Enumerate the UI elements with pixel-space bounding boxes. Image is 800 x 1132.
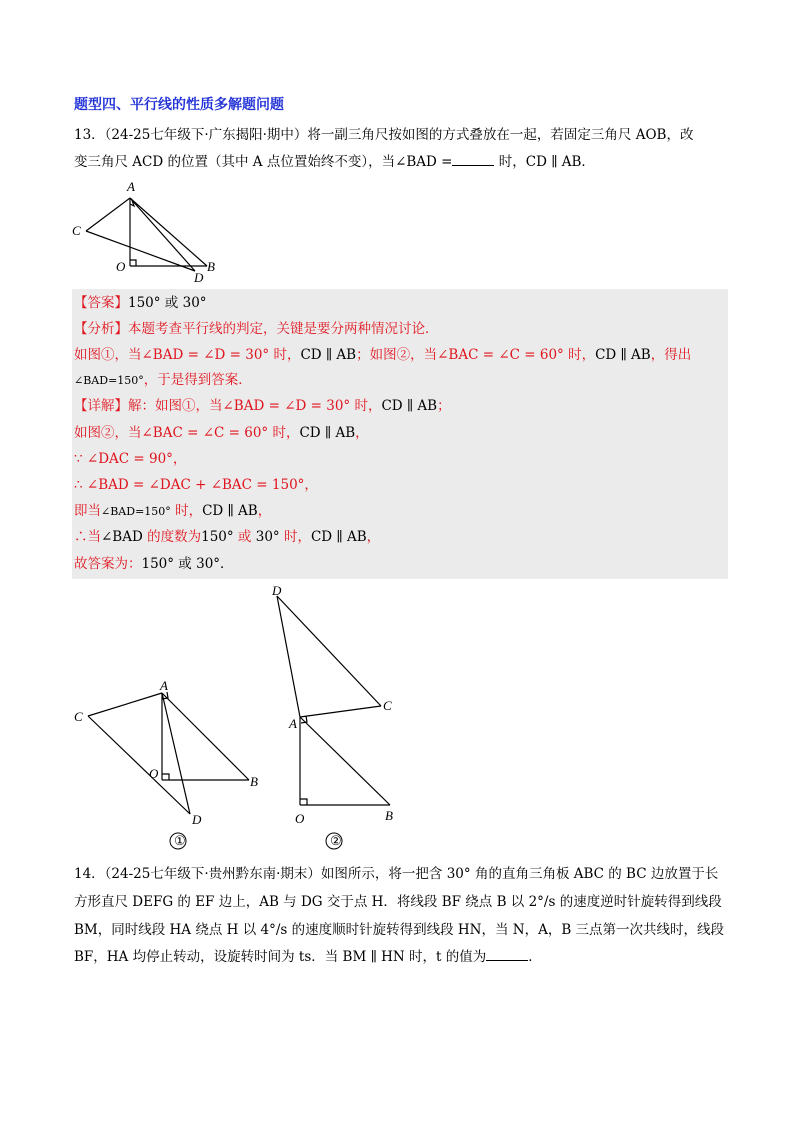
q14-line1: 14．（24-25七年级下·贵州黔东南·期末）如图所示，将一把含 30° 角的直角三角板 ABC 的 BC 边放置于长 [74, 866, 719, 882]
math-fragment: ∠BAD=150° [101, 505, 171, 518]
fig1-label-C: C [74, 709, 83, 724]
math-fragment: CD ∥ AB [202, 503, 258, 519]
math-fragment: 30° [255, 529, 280, 545]
detail-tag: 【详解】 [74, 398, 128, 414]
solution-figures [72, 580, 396, 856]
detail-line-6 [74, 527, 380, 547]
fig13-label-D: D [194, 270, 204, 285]
detail-line-1 [74, 396, 451, 416]
fig2-label-O: O [295, 811, 305, 826]
text-fragment: 如图②，当∠BAC = ∠C = 60° 时， [74, 425, 300, 441]
analysis-line [74, 319, 439, 339]
fig2-caption: ② [330, 833, 342, 848]
text-fragment: ∴当 [74, 529, 101, 545]
text-fragment: 即当 [74, 503, 101, 519]
section-title: 题型四、平行线的性质多解题问题 [74, 97, 284, 113]
text-fragment: 时， [279, 529, 311, 545]
fig2-label-C: C [383, 698, 392, 713]
text-fragment: ； [437, 398, 451, 414]
text-fragment: ，得出 [650, 347, 692, 363]
analysis-line-4 [74, 370, 252, 391]
q13-figure [70, 176, 230, 286]
q13-line2 [74, 152, 595, 172]
q13-line2-tail: 时，CD ∥ AB． [494, 154, 595, 170]
math-fragment: ∠BAD=150° [74, 374, 144, 387]
math-fragment: CD ∥ AB [300, 347, 357, 363]
q13-line2-text: 变三角尺 ACD 的位置（其中 A 点位置始终不变），当∠BAD = [74, 154, 453, 170]
answer-blank [486, 948, 528, 961]
fig13-label-O: O [116, 259, 126, 274]
fig1-label-D: D [192, 812, 202, 827]
analysis-tag: 【分析】 [74, 321, 128, 337]
fig2-label-D: D [272, 583, 282, 598]
fig13-label-A: A [127, 179, 135, 194]
detail-line-5 [74, 501, 271, 522]
text-fragment: 的度数为 [142, 529, 202, 545]
answer-blank [452, 153, 494, 166]
q14-line4 [74, 947, 542, 967]
math-fragment: CD ∥ AB [595, 347, 651, 363]
q14-line4-text: BF，HA 均停止转动，设旋转时间为 ts．当 BM ∥ HN 时，t 的值为 [74, 949, 487, 965]
q13-line1: 13．（24-25七年级下·广东揭阳·期中）将一副三角尺按如图的方式叠放在一起，若固定三角尺 AOB，改 [74, 127, 694, 143]
text-fragment: 故答案为： [74, 556, 142, 572]
fig13-label-B: B [207, 259, 215, 274]
fig1-label-B: B [250, 774, 258, 789]
text-fragment: ，于是得到答案． [143, 372, 252, 388]
math-fragment: 150° 或 30°． [141, 556, 234, 572]
analysis-text: 本题考查平行线的判定，关键是要分两种情况讨论． [128, 321, 439, 337]
detail-line-3: ∵ ∠DAC = 90°， [74, 451, 187, 467]
text-fragment: ， [355, 425, 369, 441]
text-fragment: ， [257, 503, 272, 519]
detail-line-2 [74, 423, 369, 443]
text-fragment: 时， [170, 503, 203, 519]
math-fragment: CD ∥ AB [381, 398, 438, 414]
answer-tag: 【答案】 [74, 295, 128, 311]
fig2-label-A: A [289, 716, 297, 731]
q14-line2: 方形直尺 DEFG 的 EF 边上，AB 与 DG 交于点 H．将线段 BF 绕点 B 以 2°/s 的速度逆时针旋转得到线段 [74, 894, 722, 910]
math-fragment: CD ∥ AB [310, 529, 367, 545]
detail-line-4: ∴ ∠BAD = ∠DAC + ∠BAC = 150°， [74, 477, 318, 493]
fig1-label-A: A [160, 678, 168, 693]
fig1-caption: ① [174, 833, 186, 848]
text-fragment: 如图①，当∠BAD = ∠D = 30° 时， [74, 347, 301, 363]
text-fragment: 或 [233, 529, 256, 545]
math-fragment: CD ∥ AB [299, 425, 356, 441]
text-fragment: ；如图②，当∠BAC = ∠C = 60° 时， [356, 347, 596, 363]
answer-value: 150° 或 30° [128, 295, 207, 311]
q14-line4-tail: ． [528, 949, 542, 965]
text-fragment: 解：如图①，当∠BAD = ∠D = 30° 时， [128, 398, 382, 414]
analysis-line-3 [74, 345, 691, 365]
fig13-label-C: C [72, 223, 81, 238]
fig1-label-O: O [149, 766, 159, 781]
text-fragment: ， [366, 529, 381, 545]
fig2-label-B: B [385, 808, 393, 823]
answer-line [74, 293, 207, 313]
math-fragment: ∠BAD [101, 529, 143, 545]
math-fragment: 150° [201, 529, 234, 545]
q14-line3: BM，同时线段 HA 绕点 H 以 4°/s 的速度顺时针旋转得到线段 HN，当 N，A，B 三点第一次共线时，线段 [74, 922, 725, 938]
detail-line-7 [74, 554, 234, 574]
